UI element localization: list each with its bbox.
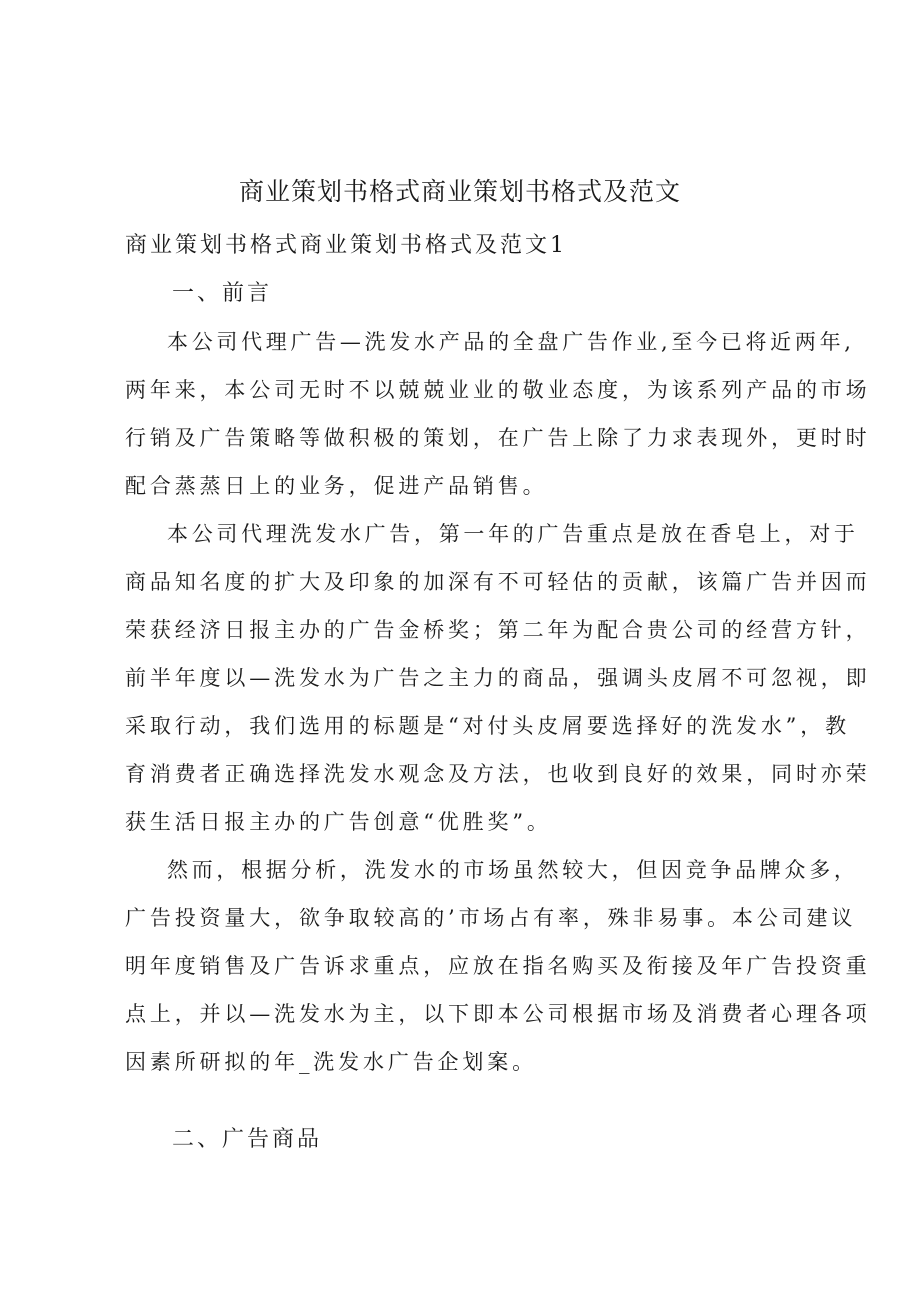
section-heading-product: 二、广告商品 [172,1127,323,1152]
section-heading-preface: 一、前言 [172,281,273,306]
paragraph-history [125,510,871,846]
paragraph-line: 获生活日报主办的广告创意“优胜奖”。 [125,810,552,834]
paragraph-line: 广告投资量大，欲争取较高的’市场占有率，殊非易事。本公司建议 [125,906,857,930]
paragraph-line: 荣获经济日报主办的广告金桥奖；第二年为配合贵公司的经营方针， [125,618,871,642]
paragraph-line: 前半年度以—洗发水为广告之主力的商品，强调头皮屑不可忽视，即 [125,666,871,690]
paragraph-line: 明年度销售及广告诉求重点，应放在指名购买及衔接及年广告投资重 [125,954,871,978]
paragraph-line: 商品知名度的扩大及印象的加深有不可轻估的贡献，该篇广告并因而 [125,570,871,594]
paragraph-line: 点上，并以—洗发水为主，以下即本公司根据市场及消费者心理各项 [125,1002,871,1026]
paragraph-line: 采取行动，我们选用的标题是“对付头皮屑要选择好的洗发水”，教 [125,714,850,738]
paragraph-line: 行销及广告策略等做积极的策划，在广告上除了力求表现外，更时时 [125,426,871,450]
paragraph-line: 本公司代理洗发水广告，第一年的广告重点是放在香皂上，对于 [167,522,859,546]
paragraph-intro [125,318,871,510]
paragraph-line: 本公司代理广告—洗发水产品的全盘广告作业,至今已将近两年, [167,330,855,354]
paragraph-line: 因素所研拟的年_洗发水广告企划案。 [125,1050,537,1074]
document-subtitle: 商业策划书格式商业策划书格式及范文1 [125,233,567,258]
paragraph-analysis [125,846,871,1086]
paragraph-line: 配合蒸蒸日上的业务，促进产品销售。 [125,474,548,498]
paragraph-line: 育消费者正确选择洗发水观念及方法，也收到良好的效果，同时亦荣 [125,762,871,786]
paragraph-line: 然而，根据分析，洗发水的市场虽然较大，但因竞争品牌众多， [167,858,859,882]
document-title: 商业策划书格式商业策划书格式及范文 [238,177,681,206]
paragraph-line: 两年来，本公司无时不以兢兢业业的敬业态度，为该系列产品的市场 [125,378,871,402]
